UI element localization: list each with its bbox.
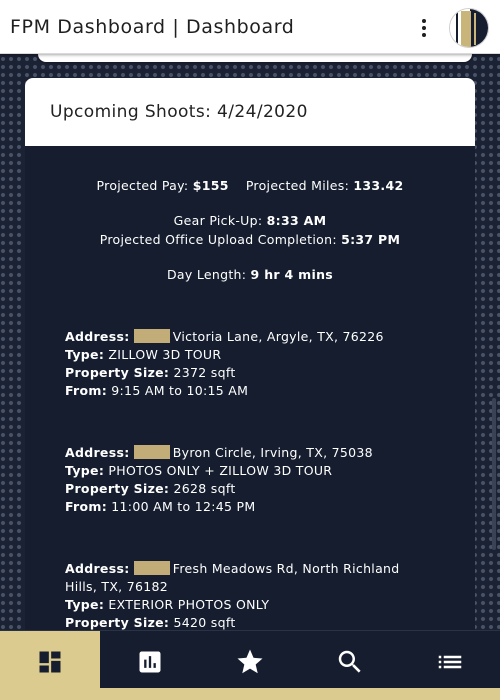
upcoming-shoots-card-header [25, 78, 475, 146]
upcoming-shoots-card-body [25, 146, 475, 630]
bar-chart-icon [136, 648, 164, 676]
from-label: From: [65, 383, 108, 398]
search-icon [335, 647, 365, 677]
shoot-time: 9:15 AM to 10:15 AM [111, 383, 249, 398]
nav-search[interactable] [300, 631, 400, 693]
bottom-accent-strip [0, 688, 500, 700]
projected-miles-value: 133.42 [353, 178, 404, 193]
gear-pickup-label: Gear Pick-Up: [173, 213, 263, 228]
more-vert-icon[interactable] [416, 14, 432, 42]
shoot-address: Victoria Lane, Argyle, TX, 76226 [172, 329, 384, 344]
shoot-size-row [65, 364, 425, 382]
top-app-bar [0, 0, 500, 54]
type-label: Type: [65, 347, 105, 362]
shoot-type-row [65, 462, 425, 480]
property-size-label: Property Size: [65, 481, 170, 496]
pay-miles-line [25, 178, 475, 193]
day-length-label: Day Length: [166, 267, 247, 282]
type-label: Type: [65, 463, 105, 478]
shoot-address-row [65, 328, 425, 346]
shoot-address: Fresh Meadows Rd, North Richland Hills, TX, 76182 [65, 561, 400, 594]
nav-reports[interactable] [100, 631, 200, 693]
day-length-line [25, 267, 475, 282]
shoot-time-row [65, 382, 425, 400]
shoot-type: ZILLOW 3D TOUR [108, 347, 222, 362]
avatar[interactable] [449, 8, 489, 48]
property-size: 2372 sqft [173, 365, 236, 380]
gear-pickup-line [25, 213, 475, 228]
day-length-value: 9 hr 4 mins [250, 267, 334, 282]
shoot-address: Byron Circle, Irving, TX, 75038 [172, 445, 373, 460]
gear-pickup-value: 8:33 AM [266, 213, 327, 228]
shoot-address-row [65, 444, 425, 462]
address-label: Address: [65, 445, 130, 460]
upload-completion-line [25, 232, 475, 247]
property-size: 5420 sqft [173, 615, 236, 630]
projected-pay-value: $155 [192, 178, 229, 193]
shoot-type-row [65, 596, 425, 614]
property-size: 2628 sqft [173, 481, 236, 496]
address-label: Address: [65, 561, 130, 576]
nav-list[interactable] [400, 631, 500, 693]
nav-favorites[interactable] [200, 631, 300, 693]
list-icon [435, 647, 465, 677]
shoot-list-item[interactable] [65, 328, 425, 400]
address-label: Address: [65, 329, 130, 344]
redacted-house-number [134, 445, 170, 459]
upload-completion-value: 5:37 PM [341, 232, 401, 247]
shoot-list-item[interactable] [65, 560, 425, 630]
redacted-house-number [134, 561, 170, 575]
projected-pay-label: Projected Pay: [96, 178, 189, 193]
shoot-size-row [65, 614, 425, 630]
shoot-size-row [65, 480, 425, 498]
shoot-type: EXTERIOR PHOTOS ONLY [108, 597, 270, 612]
shoot-type-row [65, 346, 425, 364]
nav-dashboard[interactable] [0, 631, 100, 693]
scrollbar-thumb[interactable] [492, 398, 496, 550]
upload-completion-label: Projected Office Upload Completion: [99, 232, 337, 247]
property-size-label: Property Size: [65, 365, 170, 380]
property-size-label: Property Size: [65, 615, 170, 630]
star-icon [235, 647, 265, 677]
shoot-list-item[interactable] [65, 444, 425, 516]
shoot-time-row [65, 498, 425, 516]
page-title: FPM Dashboard | Dashboard [10, 16, 295, 38]
redacted-house-number [134, 329, 170, 343]
type-label: Type: [65, 597, 105, 612]
shoot-address-row [65, 560, 425, 596]
avatar-logo-icon [450, 9, 489, 48]
projected-miles-label: Projected Miles: [245, 178, 350, 193]
shoot-type: PHOTOS ONLY + ZILLOW 3D TOUR [108, 463, 333, 478]
dashboard-icon [36, 648, 64, 676]
shoot-time: 11:00 AM to 12:45 PM [111, 499, 256, 514]
from-label: From: [65, 499, 108, 514]
header-shadow-lip [38, 54, 472, 62]
card-title: Upcoming Shoots: 4/24/2020 [50, 102, 308, 122]
